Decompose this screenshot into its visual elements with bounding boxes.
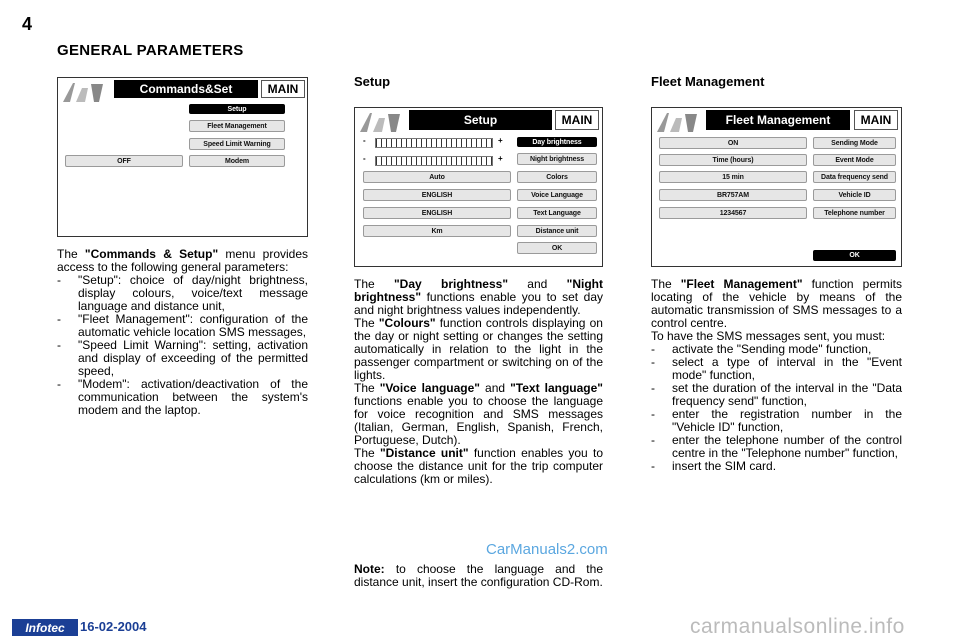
colors-value: Auto — [363, 171, 511, 183]
display-logo-icon — [358, 110, 406, 136]
sms-intro-paragraph: To have the SMS messages sent, you must: — [651, 329, 886, 343]
list-item: - insert the SIM card. — [651, 459, 777, 473]
main-button[interactable]: MAIN — [555, 110, 599, 130]
event-mode-button[interactable]: Event Mode — [813, 154, 896, 166]
list-item: - select a type of interval in the "Event mode" function, — [651, 355, 902, 382]
data-frequency-send-button[interactable]: Data frequency send — [813, 171, 896, 183]
footer-site-watermark: carmanualsonline.info — [690, 615, 905, 638]
night-brightness-slider[interactable] — [375, 156, 493, 166]
speed-limit-warning-button[interactable]: Speed Limit Warning — [189, 138, 285, 150]
display-logo-icon — [61, 80, 109, 106]
fleet-management-text — [651, 278, 902, 473]
sending-mode-button[interactable]: Sending Mode — [813, 137, 896, 149]
commands-setup-text — [57, 248, 308, 417]
note-paragraph: Note: to choose the language and the distance unit, insert the configuration CD-Rom. — [354, 562, 603, 589]
night-plus-button[interactable]: + — [498, 154, 503, 163]
brightness-paragraph: The "Day brightness" and "Night brightness" functions enable you to set day and night brightness values independently. — [354, 277, 603, 317]
day-brightness-slider[interactable] — [375, 138, 493, 148]
day-minus-button[interactable]: - — [363, 136, 366, 145]
text-language-value: ENGLISH — [363, 207, 511, 219]
commands-setup-screen — [57, 77, 308, 237]
main-button[interactable]: MAIN — [261, 80, 305, 98]
day-plus-button[interactable]: + — [498, 136, 503, 145]
telephone-number-button[interactable]: Telephone number — [813, 207, 896, 219]
list-item: - "Setup": choice of day/night brightness, display colours, voice/text message language and distance unit, — [57, 273, 308, 313]
footer-brand-logo: Infotec — [12, 619, 78, 636]
list-item: - activate the "Sending mode" function, — [651, 342, 872, 356]
fleet-intro-paragraph: The "Fleet Management" function permits locating of the vehicle by means of the automatic transmission of SMS messages to a control centre. — [651, 277, 902, 330]
setup-screen — [354, 107, 603, 267]
ok-button[interactable]: OK — [813, 250, 896, 261]
page-number: 4 — [22, 14, 33, 34]
list-item: - enter the telephone number of the control centre in the "Telephone number" function, — [651, 433, 902, 460]
sending-mode-value: ON — [659, 137, 807, 149]
modem-button[interactable]: Modem — [189, 155, 285, 167]
list-item: - "Modem": activation/deactivation of the communication between the system's modem and the laptop. — [57, 377, 308, 417]
text-language-button[interactable]: Text Language — [517, 207, 597, 219]
telephone-number-value: 1234567 — [659, 207, 807, 219]
list-item: - enter the registration number in the "Vehicle ID" function, — [651, 407, 902, 434]
watermark: CarManuals2.com — [486, 541, 608, 558]
setup-text — [354, 278, 603, 486]
list-item: - set the duration of the interval in the "Data frequency send" function, — [651, 381, 902, 408]
event-mode-value: Time (hours) — [659, 154, 807, 166]
fleet-management-screen — [651, 107, 902, 267]
screen-title: Fleet Management — [706, 110, 850, 130]
colours-paragraph: The "Colours" function controls displaying on the day or night setting or changes the setting automatically in relation to the light in the passenger compartment or switching on of the lights. — [354, 316, 603, 382]
ok-button[interactable]: OK — [517, 242, 597, 254]
footer-date: 16-02-2004 — [80, 619, 147, 634]
night-minus-button[interactable]: - — [363, 154, 366, 163]
voice-language-button[interactable]: Voice Language — [517, 189, 597, 201]
main-button[interactable]: MAIN — [854, 110, 898, 130]
intro-paragraph: The "Commands & Setup" menu provides access to the following general parameters: — [57, 247, 309, 274]
setup-section-title: Setup — [354, 74, 391, 89]
setup-button[interactable]: Setup — [189, 104, 285, 114]
distance-unit-value: Km — [363, 225, 511, 237]
fleet-section-title: Fleet Management — [651, 74, 765, 89]
page-heading: GENERAL PARAMETERS — [57, 42, 244, 59]
night-brightness-button[interactable]: Night brightness — [517, 153, 597, 165]
distance-paragraph: The "Distance unit" function enables you to choose the distance unit for the trip computer calculations (km or miles). — [354, 446, 603, 486]
list-item: - "Fleet Management": configuration of the automatic vehicle location SMS messages, — [57, 312, 308, 339]
voice-language-value: ENGLISH — [363, 189, 511, 201]
fleet-management-button[interactable]: Fleet Management — [189, 120, 285, 132]
distance-unit-button[interactable]: Distance unit — [517, 225, 597, 237]
off-value: OFF — [65, 155, 183, 167]
list-item: - "Speed Limit Warning": setting, activation and display of exceeding of the permitted speed, — [57, 338, 308, 378]
display-logo-icon — [655, 110, 703, 136]
day-brightness-button[interactable]: Day brightness — [517, 137, 597, 147]
vehicle-id-value: BR757AM — [659, 189, 807, 201]
language-paragraph: The "Voice language" and "Text language" functions enable you to choose the language for voice recognition and SMS messages (Italian, German, English, Spanish, French, Portuguese, Dutch). — [354, 381, 603, 447]
screen-title: Commands&Set — [114, 80, 258, 98]
data-frequency-value: 15 min — [659, 171, 807, 183]
screen-title: Setup — [409, 110, 552, 130]
colors-button[interactable]: Colors — [517, 171, 597, 183]
vehicle-id-button[interactable]: Vehicle ID — [813, 189, 896, 201]
